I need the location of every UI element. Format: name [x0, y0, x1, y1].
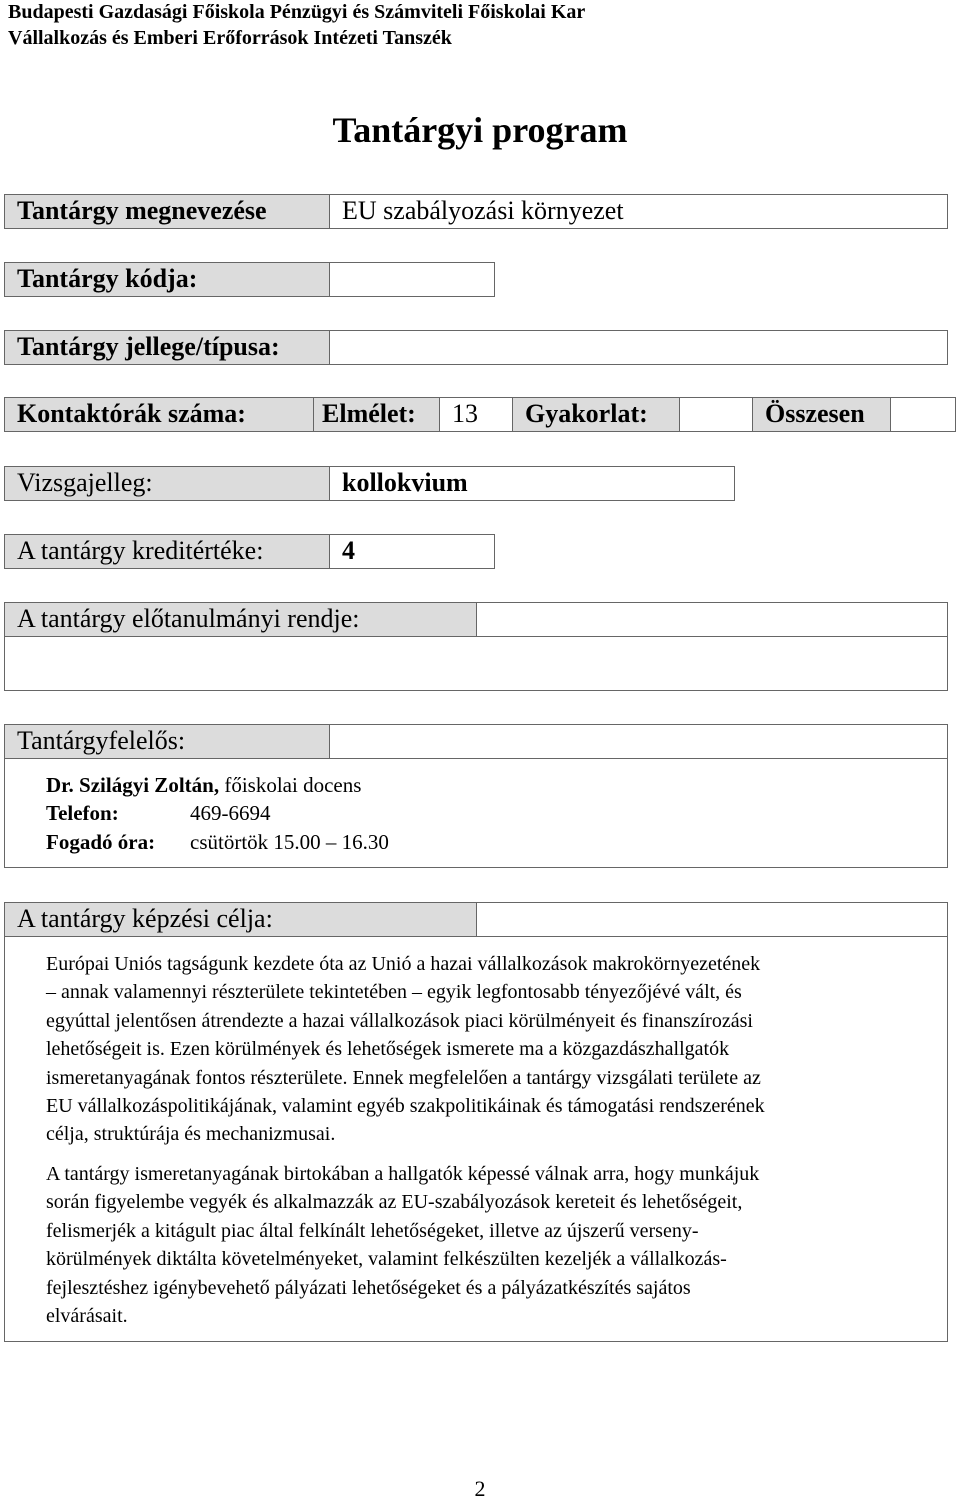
goal-p2-line: elvárásait. [46, 1305, 128, 1328]
institution-line-1: Budapesti Gazdasági Főiskola Pénzügyi és Számviteli Főiskolai Kar [8, 1, 586, 23]
goal-p1-line: Európai Uniós tagságunk kezdete óta az Unió a hazai vállalkozások makrokörnyezetének [46, 953, 761, 975]
course-type-field[interactable] [329, 330, 948, 365]
course-code-label: Tantárgy kódja: [4, 262, 330, 297]
goal-p2-line: során figyelembe vegyék és alkalmazzák az EU-szabályozások kereteit és lehetőségeit, [46, 1191, 743, 1214]
goal-header-field [476, 902, 948, 937]
theory-hours-field[interactable]: 13 [439, 397, 513, 432]
page-number: 2 [474, 1476, 486, 1501]
goal-p1-line: lehetőségeit is. Ezen körülmények és lehetőségek ismerete ma a közgazdászhallgatók [46, 1038, 730, 1061]
exam-type-label: Vizsgajelleg: [4, 466, 330, 501]
total-hours-field[interactable] [890, 397, 956, 432]
office-hours-value: csütörtök 15.00 – 16.30 [190, 830, 389, 854]
responsible-label: Tantárgyfelelős: [4, 724, 330, 759]
course-code-field[interactable] [329, 262, 495, 297]
course-type-label: Tantárgy jellege/típusa: [4, 330, 330, 365]
office-hours-label: Fogadó óra: [46, 830, 156, 854]
credit-label: A tantárgy kreditértéke: [4, 534, 330, 569]
exam-type-field[interactable]: kollokvium [329, 466, 735, 501]
responsible-header-field [329, 724, 948, 759]
goal-p1-line: EU vállalkozáspolitikájának, valamint egyéb szakpolitikáinak és támogatási rendszerének [46, 1095, 765, 1118]
goal-p2-line: felismerjék a kitágult piac által felkínált lehetőségeket, illetve az újszerű verseny- [46, 1219, 699, 1242]
goal-p1-line: ismeretanyagának fontos részterülete. Ennek megfelelően a tantárgy vizsgálati területe az [46, 1066, 761, 1089]
theory-label: Elmélet: [313, 397, 440, 432]
goal-p1-line: célja, struktúrája és mechanizmusai. [46, 1123, 336, 1146]
practice-hours-field[interactable] [679, 397, 753, 432]
goal-p2-line: fejlesztéshez igénybevehető pályázati lehetőségeket és a pályázatkészítés sajátos [46, 1276, 691, 1299]
course-name-field[interactable]: EU szabályozási környezet [329, 194, 948, 229]
goal-p1-line: egyúttal jelentősen átrendezte a hazai vállalkozások piaci körülményeit és finanszírozási [46, 1009, 753, 1032]
page-title: Tantárgyi program [332, 110, 628, 150]
goal-box [4, 936, 948, 1342]
prerequisites-header-field [476, 602, 948, 637]
prerequisites-field[interactable] [4, 636, 948, 691]
responsible-name-line [46, 771, 361, 800]
goal-paragraph-1 [46, 950, 939, 1149]
goal-p2-line: A tantárgy ismeretanyagának birtokában a hallgatók képessé válnak arra, hogy munkájuk [46, 1163, 760, 1185]
goal-p2-line: körülmények diktálta követelményeket, valamint felkészülten kezeljék a vállalkozás- [46, 1248, 727, 1271]
course-name-label: Tantárgy megnevezése [4, 194, 330, 229]
institution-line-2: Vállalkozás és Emberi Erőforrások Intézeti Tanszék [8, 27, 452, 49]
phone-label: Telefon: [46, 801, 119, 825]
responsible-box [4, 758, 948, 868]
total-label: Összesen [752, 397, 891, 432]
goal-paragraph-2 [46, 1160, 939, 1330]
contact-hours-label: Kontaktórák száma: [4, 397, 314, 432]
phone-line [46, 799, 271, 828]
prerequisites-label: A tantárgy előtanulmányi rendje: [4, 602, 477, 637]
responsible-position: főiskolai docens [219, 773, 362, 797]
responsible-name: Dr. Szilágyi Zoltán, [46, 773, 220, 797]
credit-field[interactable]: 4 [329, 534, 495, 569]
practice-label: Gyakorlat: [512, 397, 680, 432]
phone-value: 469-6694 [190, 801, 271, 825]
goal-p1-line: – annak valamennyi részterülete tekintetében – egyik legfontosabb tényezőjévé vált, és [46, 981, 742, 1004]
goal-label: A tantárgy képzési célja: [4, 902, 477, 937]
office-hours-line [46, 828, 389, 857]
